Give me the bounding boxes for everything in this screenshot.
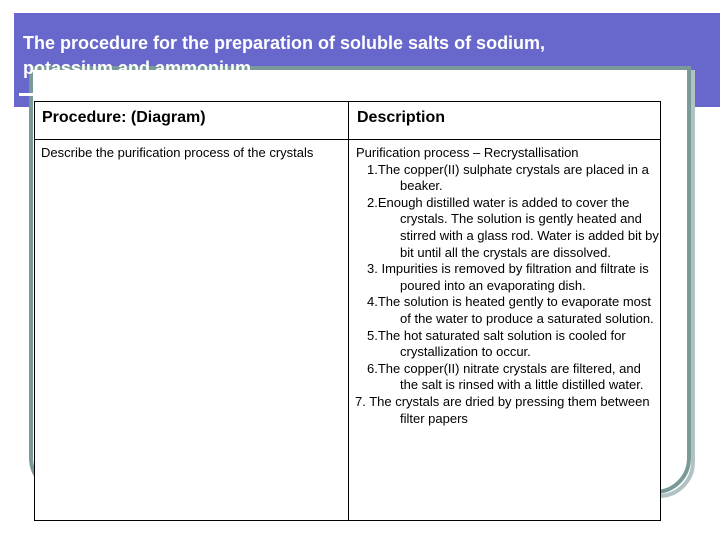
header-description: Description bbox=[357, 109, 446, 126]
column-divider bbox=[348, 102, 349, 520]
slide-title-line-2: potassium and ammonium bbox=[23, 58, 252, 78]
step-item: 4.The solution is heated gently to evaporate most of the water to produce a saturated solution. bbox=[367, 294, 654, 326]
header-divider bbox=[35, 139, 660, 140]
step-item: 3. Impurities is removed by filtration and filtrate is poured into an evaporating dish. bbox=[367, 261, 649, 293]
title-underline bbox=[19, 93, 636, 96]
description-title: Purification process – Recrystallisation bbox=[356, 145, 579, 160]
banner-corner-notch bbox=[692, 0, 720, 13]
procedure-cell: Describe the purification process of the crystals bbox=[41, 145, 314, 160]
step-item: 5.The hot saturated salt solution is cooled for crystallization to occur. bbox=[367, 327, 626, 360]
step-item: 7. The crystals are dried by pressing them between filter papers bbox=[355, 393, 650, 426]
step-item: 1.The copper(II) sulphate crystals are placed in a beaker. bbox=[367, 161, 649, 194]
slide-title-line-1: The procedure for the preparation of soluble salts of sodium, bbox=[23, 33, 546, 53]
step-item: 6.The copper(II) nitrate crystals are filtered, and the salt is rinsed with a little distilled water. bbox=[367, 360, 644, 393]
step-item: 2.Enough distilled water is added to cover the crystals. The solution is gently heated and stirred with a glass rod. Water is added bit by bit until all the crystals are dissolved. bbox=[367, 194, 659, 260]
header-procedure: Procedure: (Diagram) bbox=[42, 109, 206, 126]
slide-title bbox=[23, 31, 663, 81]
description-cell bbox=[353, 145, 661, 427]
procedure-table bbox=[34, 101, 661, 521]
